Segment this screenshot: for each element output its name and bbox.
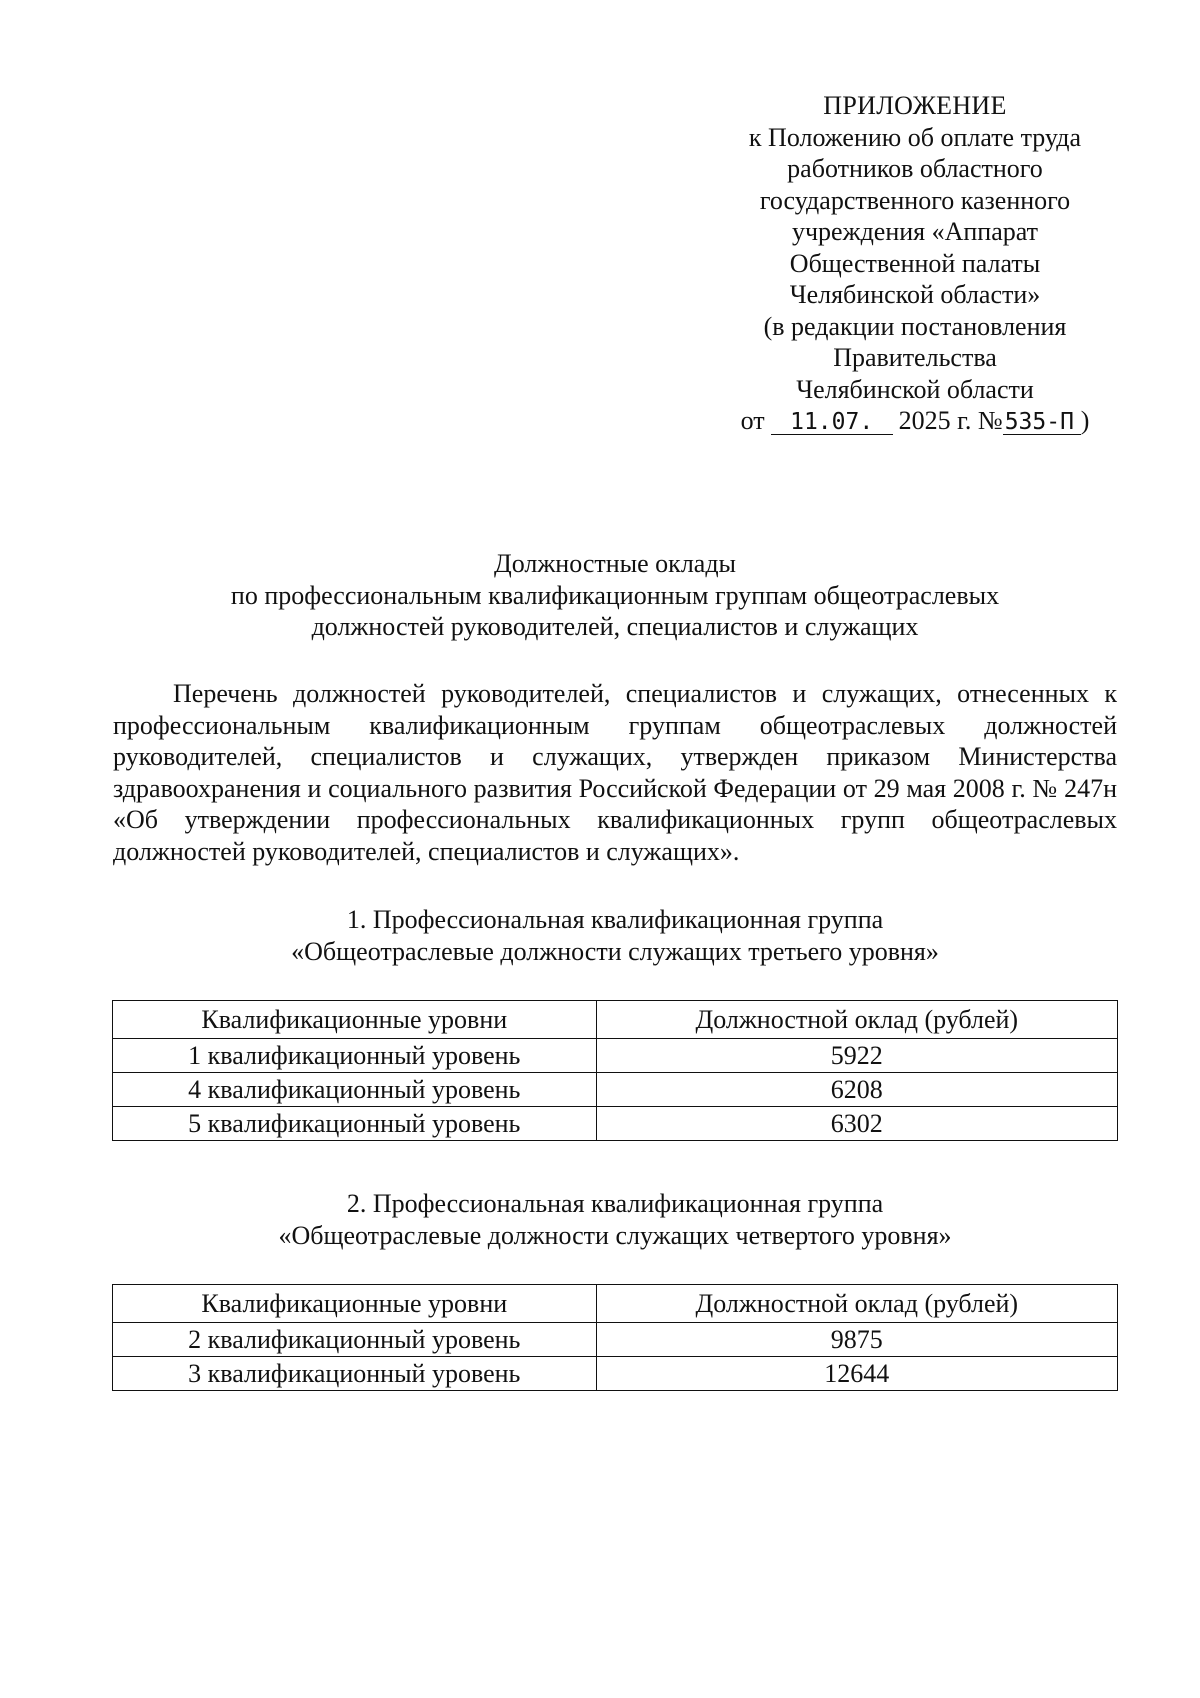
dated-prefix: от	[740, 406, 765, 435]
appendix-line: Челябинской области»	[789, 280, 1041, 309]
year-suffix: 2025 г. №	[898, 406, 1003, 435]
resolution-number: 535-П	[1003, 410, 1081, 435]
document-title	[110, 548, 1120, 643]
salary-cell: 6208	[596, 1073, 1117, 1107]
qualification-level-cell: 1 квалификационный уровень	[113, 1039, 597, 1073]
table-row	[113, 1039, 1118, 1073]
salary-cell: 5922	[596, 1039, 1117, 1073]
appendix-line: Челябинской области	[796, 374, 1034, 404]
section-heading-2	[110, 1188, 1120, 1251]
resolution-date: 11.07.	[771, 410, 893, 435]
appendix-line: (в редакции постановления	[763, 311, 1067, 341]
appendix-line: Общественной палаты	[789, 248, 1041, 278]
section-heading-line: «Общеотраслевые должности служащих четвертого уровня»	[278, 1220, 952, 1250]
document-title-line: по профессиональным квалификационным группам общеотраслевых	[230, 580, 1000, 610]
section-heading-line: 2. Профессиональная квалификационная группа	[346, 1189, 884, 1218]
section-heading-line: «Общеотраслевые должности служащих третьего уровня»	[291, 936, 939, 966]
column-header-level: Квалификационные уровни	[113, 1001, 597, 1039]
resolution-date-line	[690, 405, 1140, 437]
appendix-line: государственного казенного	[759, 185, 1071, 215]
closing-paren: )	[1080, 406, 1090, 435]
appendix-line: Правительства	[833, 343, 997, 372]
table-header-row	[113, 1001, 1118, 1039]
qualification-level-cell: 2 квалификационный уровень	[113, 1323, 597, 1357]
table-row	[113, 1323, 1118, 1357]
appendix-line: работников областного	[787, 154, 1043, 183]
appendix-line: учреждения «Аппарат	[791, 217, 1038, 246]
salary-cell: 12644	[596, 1357, 1117, 1391]
section-heading-1	[110, 904, 1120, 967]
appendix-line: к Положению об оплате труда	[748, 122, 1082, 152]
salary-cell: 9875	[596, 1323, 1117, 1357]
column-header-salary: Должностной оклад (рублей)	[596, 1001, 1117, 1039]
table-row	[113, 1073, 1118, 1107]
appendix-title: ПРИЛОЖЕНИЕ	[823, 91, 1007, 120]
qualification-level-cell: 3 квалификационный уровень	[113, 1357, 597, 1391]
column-header-salary: Должностной оклад (рублей)	[596, 1285, 1117, 1323]
table-row	[113, 1357, 1118, 1391]
qualification-level-cell: 5 квалификационный уровень	[113, 1107, 597, 1141]
intro-paragraph: Перечень должностей руководителей, специалистов и служащих, отнесенных к профессиональным квалификационным группам общеотраслевых должностей руководителей, специалистов и служащих, утвержден приказом Министерства здравоохранения и социального развития Российской Федерации от 29 мая 2008 г. № 247н «Об утверждении профессиональных квалификационных групп общеотраслевых должностей руководителей, специалистов и служащих».	[113, 679, 1117, 866]
table-header-row	[113, 1285, 1118, 1323]
salary-table-2	[112, 1284, 1118, 1391]
salary-table-1	[112, 1000, 1118, 1141]
salary-cell: 6302	[596, 1107, 1117, 1141]
document-title-line: должностей руководителей, специалистов и служащих	[311, 612, 919, 641]
column-header-level: Квалификационные уровни	[113, 1285, 597, 1323]
table-row	[113, 1107, 1118, 1141]
document-title-line: Должностные оклады	[493, 549, 737, 578]
qualification-level-cell: 4 квалификационный уровень	[113, 1073, 597, 1107]
section-heading-line: 1. Профессиональная квалификационная группа	[346, 905, 884, 934]
appendix-header	[690, 90, 1140, 437]
